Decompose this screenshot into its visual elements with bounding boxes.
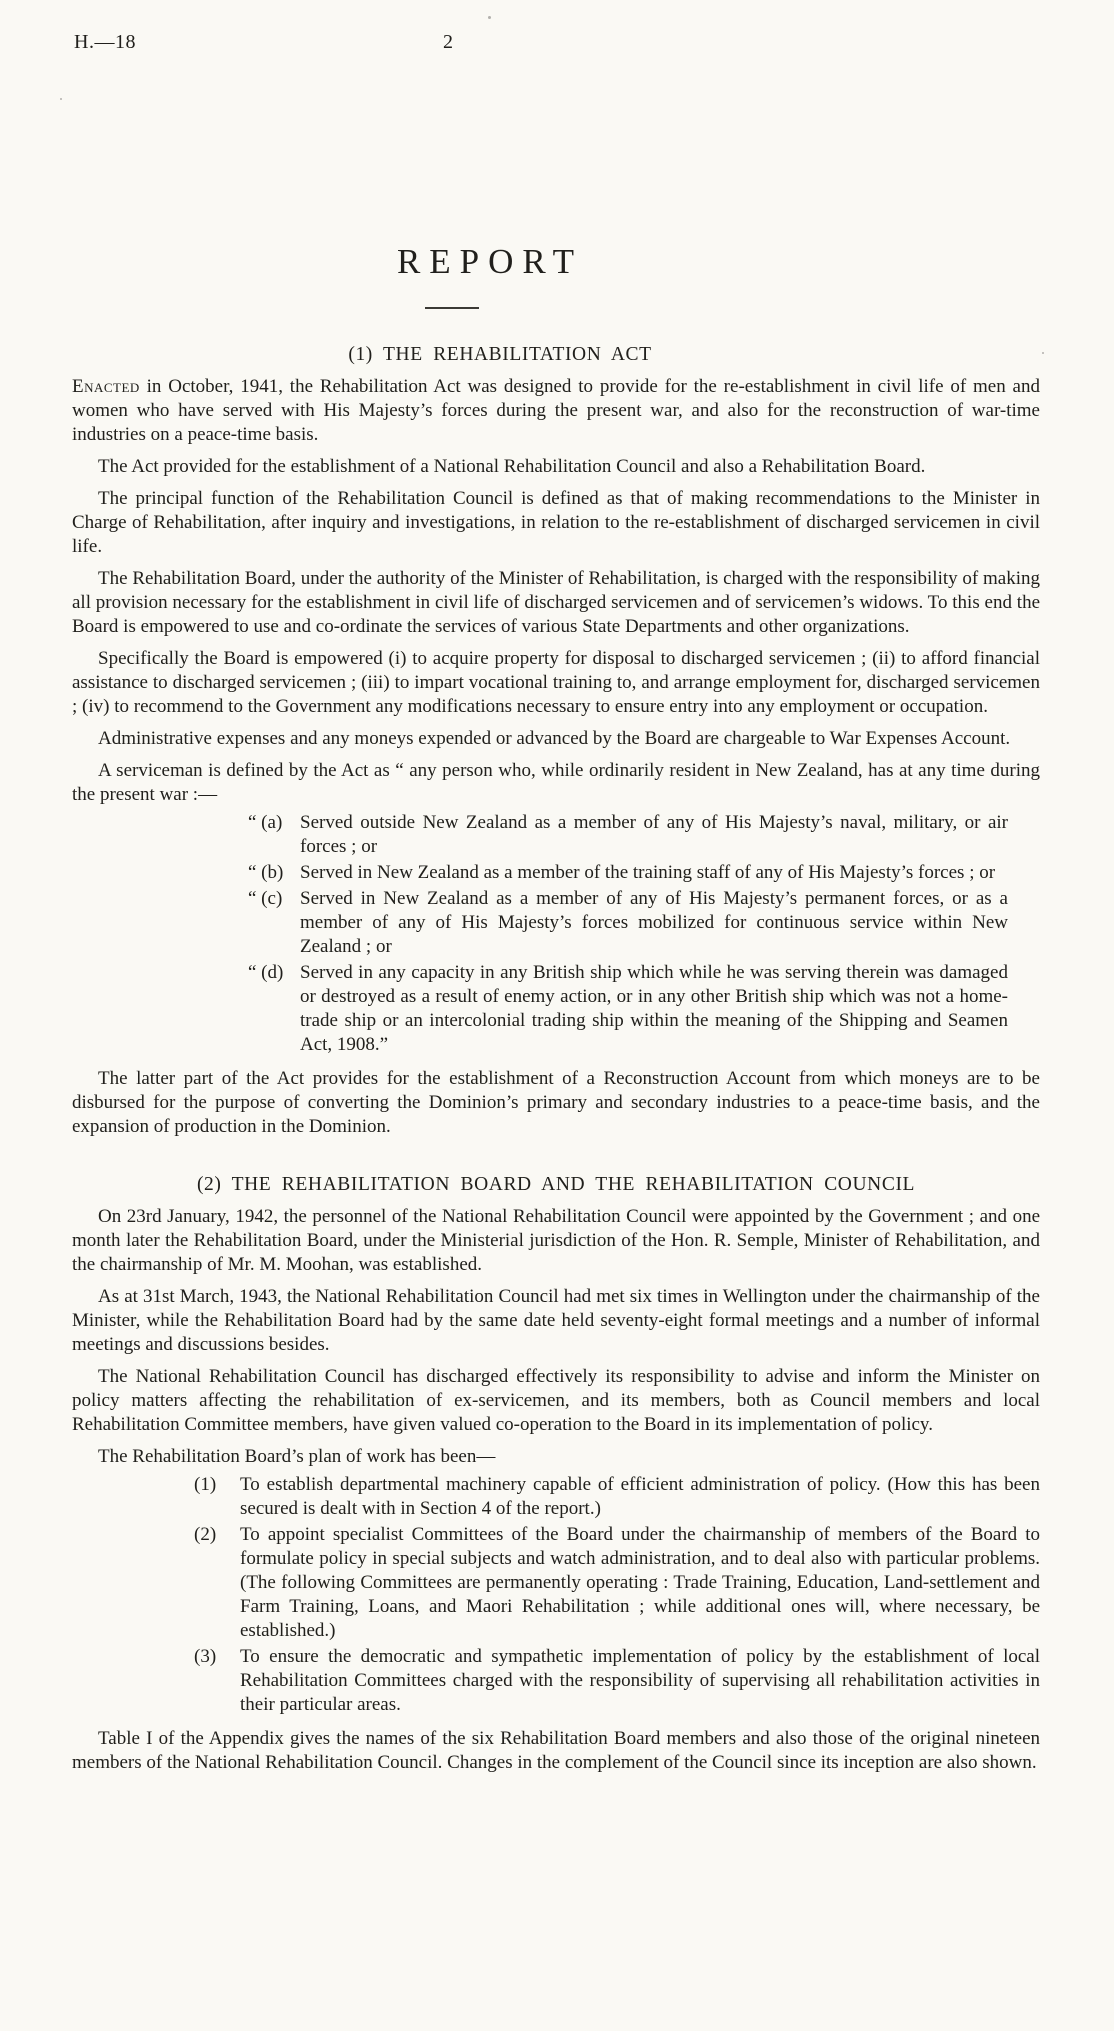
list-item	[248, 961, 1008, 1057]
document-reference: H.—18	[74, 31, 136, 53]
paragraph: The principal function of the Rehabilitation Council is defined as that of making recommendations to the Minister in Charge of Rehabilitation, after inquiry and investigations, in relation to the re-establishment of discharged servicemen in civil life.	[72, 488, 1040, 557]
paragraph: A serviceman is defined by the Act as “ any person who, while ordinarily resident in New Zealand, has at any time during the present war :—	[72, 760, 1040, 805]
list-item-marker: “ (d)	[248, 962, 284, 983]
report-title: REPORT	[396, 242, 584, 281]
list-item	[194, 1523, 1040, 1643]
list-item-marker: (3)	[194, 1646, 217, 1667]
paragraph	[72, 375, 1040, 447]
paragraph: The Rehabilitation Board’s plan of work has been—	[98, 1446, 496, 1467]
list-item-text: To appoint specialist Committees of the Board under the chairmanship of members of the Board to formulate policy in special subjects and watch administration, and to deal also with particular problems. (The following Committees are permanently operating : Trade Training, Education, Land-settlement and Farm Training, Loans, and Maori Rehabilitation ; while additional ones will, where necessary, be established.)	[240, 1524, 1040, 1641]
list-item-text: To establish departmental machinery capable of efficient administration of policy. (How this has been secured is dealt with in Section 4 of the report.)	[240, 1474, 1040, 1519]
list-item-text: To ensure the democratic and sympathetic implementation of policy by the establishment of local Rehabilitation Committees charged with the responsibility of supervising all rehabilitation activities in their particular areas.	[240, 1646, 1040, 1715]
section-1-heading: (1) THE REHABILITATION ACT	[348, 344, 652, 365]
list-item	[194, 1645, 1040, 1717]
list-item-marker: (1)	[194, 1474, 217, 1495]
paragraph: The National Rehabilitation Council has discharged effectively its responsibility to advise and inform the Minister on policy matters affecting the rehabilitation of ex-servicemen, and its members, both as Council members and local Rehabilitation Committee members, have given valued co-operation to the Board in its implementation of policy.	[72, 1366, 1040, 1435]
paragraph: The latter part of the Act provides for the establishment of a Reconstruction Account from which moneys are to be disbursed for the purpose of converting the Dominion’s primary and secondary industries to a peace-time basis, and the expansion of production in the Dominion.	[72, 1068, 1040, 1137]
paragraph: Specifically the Board is empowered (i) to acquire property for disposal to discharged servicemen ; (ii) to afford financial assistance to discharged servicemen ; (iii) to impart vocational training to, and arrange employment for, discharged servicemen ; (iv) to recommend to the Government any modifications necessary to ensure entry into any employment or occupation.	[72, 648, 1040, 717]
section-2-heading: (2) THE REHABILITATION BOARD AND THE REHABILITATION COUNCIL	[196, 1174, 916, 1195]
title-divider	[425, 307, 479, 309]
scan-speck	[60, 98, 62, 100]
paragraph: Table I of the Appendix gives the names of the six Rehabilitation Board members and also those of the original nineteen members of the National Rehabilitation Council. Changes in the complement of the Council since its inception are also shown.	[72, 1728, 1040, 1773]
serviceman-categories-list	[248, 811, 1008, 1057]
page-number: 2	[443, 31, 453, 53]
paragraph: On 23rd January, 1942, the personnel of the National Rehabilitation Council were appointed by the Government ; and one month later the Rehabilitation Board, under the Ministerial jurisdiction of the Hon. R. Semple, Minister of Rehabilitation, and the chairmanship of Mr. M. Moohan, was established.	[72, 1206, 1040, 1275]
list-item	[248, 887, 1008, 959]
section-board-and-council	[72, 1173, 1040, 1775]
list-item-marker: “ (a)	[248, 812, 283, 833]
paragraph: The Rehabilitation Board, under the authority of the Minister of Rehabilitation, is charged with the responsibility of making all provision necessary for the establishment in civil life of discharged servicemen and of servicemen’s widows. To this end the Board is empowered to use and co-ordinate the services of various State Departments and other organizations.	[72, 568, 1040, 637]
page-header	[72, 30, 1040, 58]
list-item	[194, 1473, 1040, 1521]
list-item	[248, 861, 1008, 885]
list-item-text: Served outside New Zealand as a member of any of His Majesty’s naval, military, or air forces ; or	[300, 812, 1008, 857]
list-item-text: Served in New Zealand as a member of any of His Majesty’s permanent forces, or as a member of any of His Majesty’s forces mobilized for continuous service within New Zealand ; or	[300, 888, 1008, 957]
paragraph: The Act provided for the establishment of a National Rehabilitation Council and also a Rehabilitation Board.	[98, 456, 926, 477]
scan-speck	[488, 16, 491, 19]
list-item-marker: (2)	[194, 1524, 217, 1545]
paragraph: As at 31st March, 1943, the National Rehabilitation Council had met six times in Wellington under the chairmanship of the Minister, while the Rehabilitation Board had by the same date held seventy-eight formal meetings and a number of informal meetings and discussions besides.	[72, 1286, 1040, 1355]
paragraph: Administrative expenses and any moneys expended or advanced by the Board are chargeable to War Expenses Account.	[98, 728, 1011, 749]
list-item-text: Served in any capacity in any British ship which while he was serving therein was damaged or destroyed as a result of enemy action, or in any other British ship which was not a home-trade ship or an intercolonial trading ship within the meaning of the Shipping and Seamen Act, 1908.”	[300, 962, 1008, 1055]
scan-speck	[1042, 352, 1044, 354]
list-item-marker: “ (c)	[248, 888, 283, 909]
plan-of-work-list	[194, 1473, 1040, 1717]
list-item-text: Served in New Zealand as a member of the training staff of any of His Majesty’s forces ; or	[300, 862, 996, 883]
paragraph-text: in October, 1941, the Rehabilitation Act was designed to provide for the re-establishment in civil life of men and women who have served with His Majesty’s forces during the present war, and also for the reconstruction of war-time industries on a peace-time basis.	[72, 376, 1040, 445]
list-item-marker: “ (b)	[248, 862, 284, 883]
list-item	[248, 811, 1008, 859]
section-rehabilitation-act	[72, 343, 1040, 1139]
lead-word: Enacted	[72, 376, 140, 397]
